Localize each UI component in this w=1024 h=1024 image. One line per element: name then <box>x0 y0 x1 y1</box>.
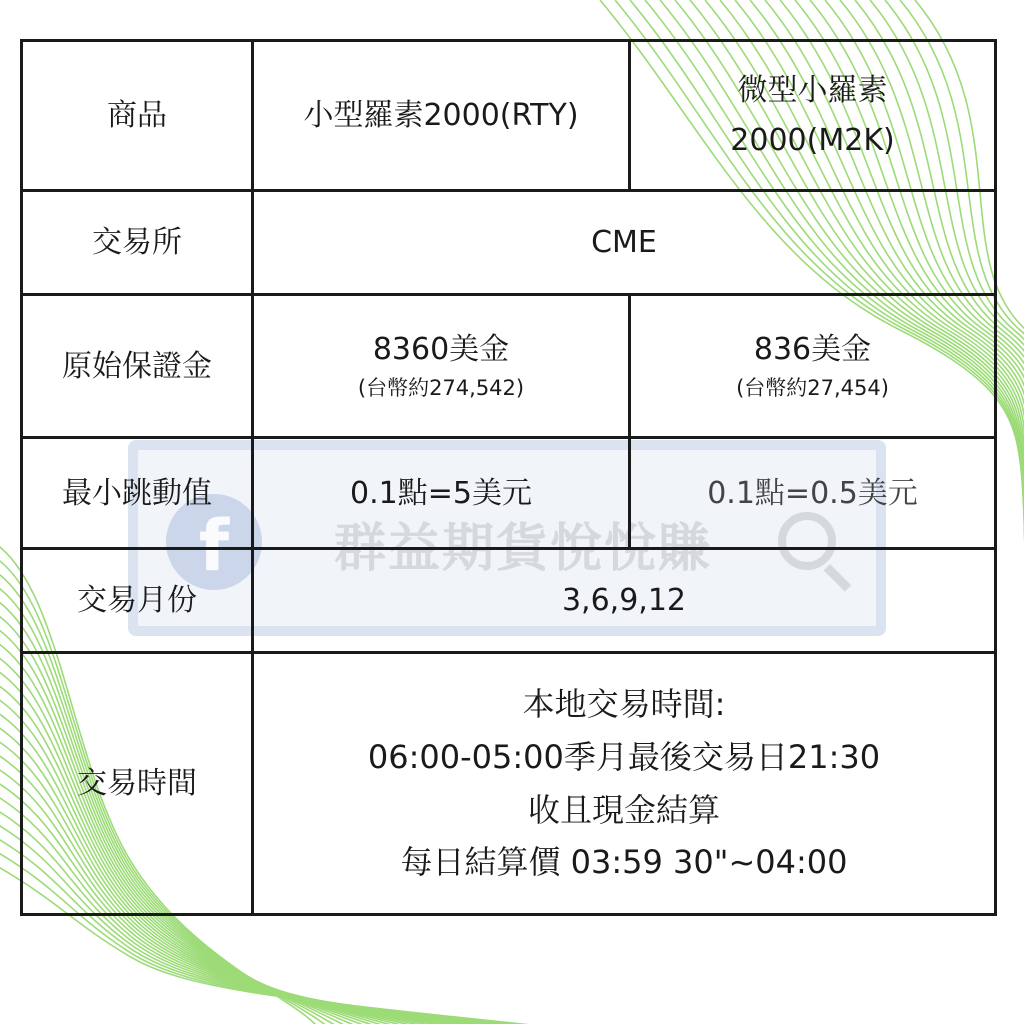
watermark-text: 群益期貨悅悅賺 <box>334 519 713 579</box>
label-hours: 交易時間 <box>22 653 253 915</box>
label-tick: 最小跳動值 <box>22 438 253 549</box>
rty-name: 小型羅素2000(RTY) <box>253 41 630 191</box>
months-value: 3,6,9,12 <box>253 549 996 653</box>
label-exchange: 交易所 <box>22 191 253 295</box>
m2k-margin-usd: 836美金 <box>753 331 872 367</box>
facebook-icon: f <box>166 494 262 590</box>
label-product: 商品 <box>22 41 253 191</box>
label-months: 交易月份 <box>22 549 253 653</box>
label-margin: 原始保證金 <box>22 295 253 438</box>
row-product <box>22 41 996 191</box>
m2k-margin-twd: (台幣約27,454) <box>736 375 889 400</box>
hours-line3: 收且現金結算 <box>527 790 720 829</box>
hours-value <box>253 653 996 915</box>
rty-tick: 0.1點=5美元 <box>253 438 630 549</box>
row-hours <box>22 653 996 915</box>
rty-margin-twd: (台幣約274,542) <box>357 375 525 400</box>
m2k-name <box>630 41 996 191</box>
m2k-name-line2: 2000(M2K) <box>730 122 895 158</box>
row-exchange <box>22 191 996 295</box>
row-tick <box>22 438 996 549</box>
row-margin <box>22 295 996 438</box>
m2k-tick: 0.1點=0.5美元 <box>630 438 996 549</box>
rty-margin <box>253 295 630 438</box>
hours-line4: 每日結算價 03:59 30"~04:00 <box>400 843 848 882</box>
m2k-name-line1: 微型小羅素 <box>737 73 888 108</box>
row-months <box>22 549 996 653</box>
m2k-margin <box>630 295 996 438</box>
rty-margin-usd: 8360美金 <box>372 331 510 367</box>
hours-line2: 06:00-05:00季月最後交易日21:30 <box>367 737 881 776</box>
exchange-value: CME <box>253 191 996 295</box>
hours-line1: 本地交易時間: <box>522 684 726 723</box>
futures-spec-table <box>20 39 997 916</box>
